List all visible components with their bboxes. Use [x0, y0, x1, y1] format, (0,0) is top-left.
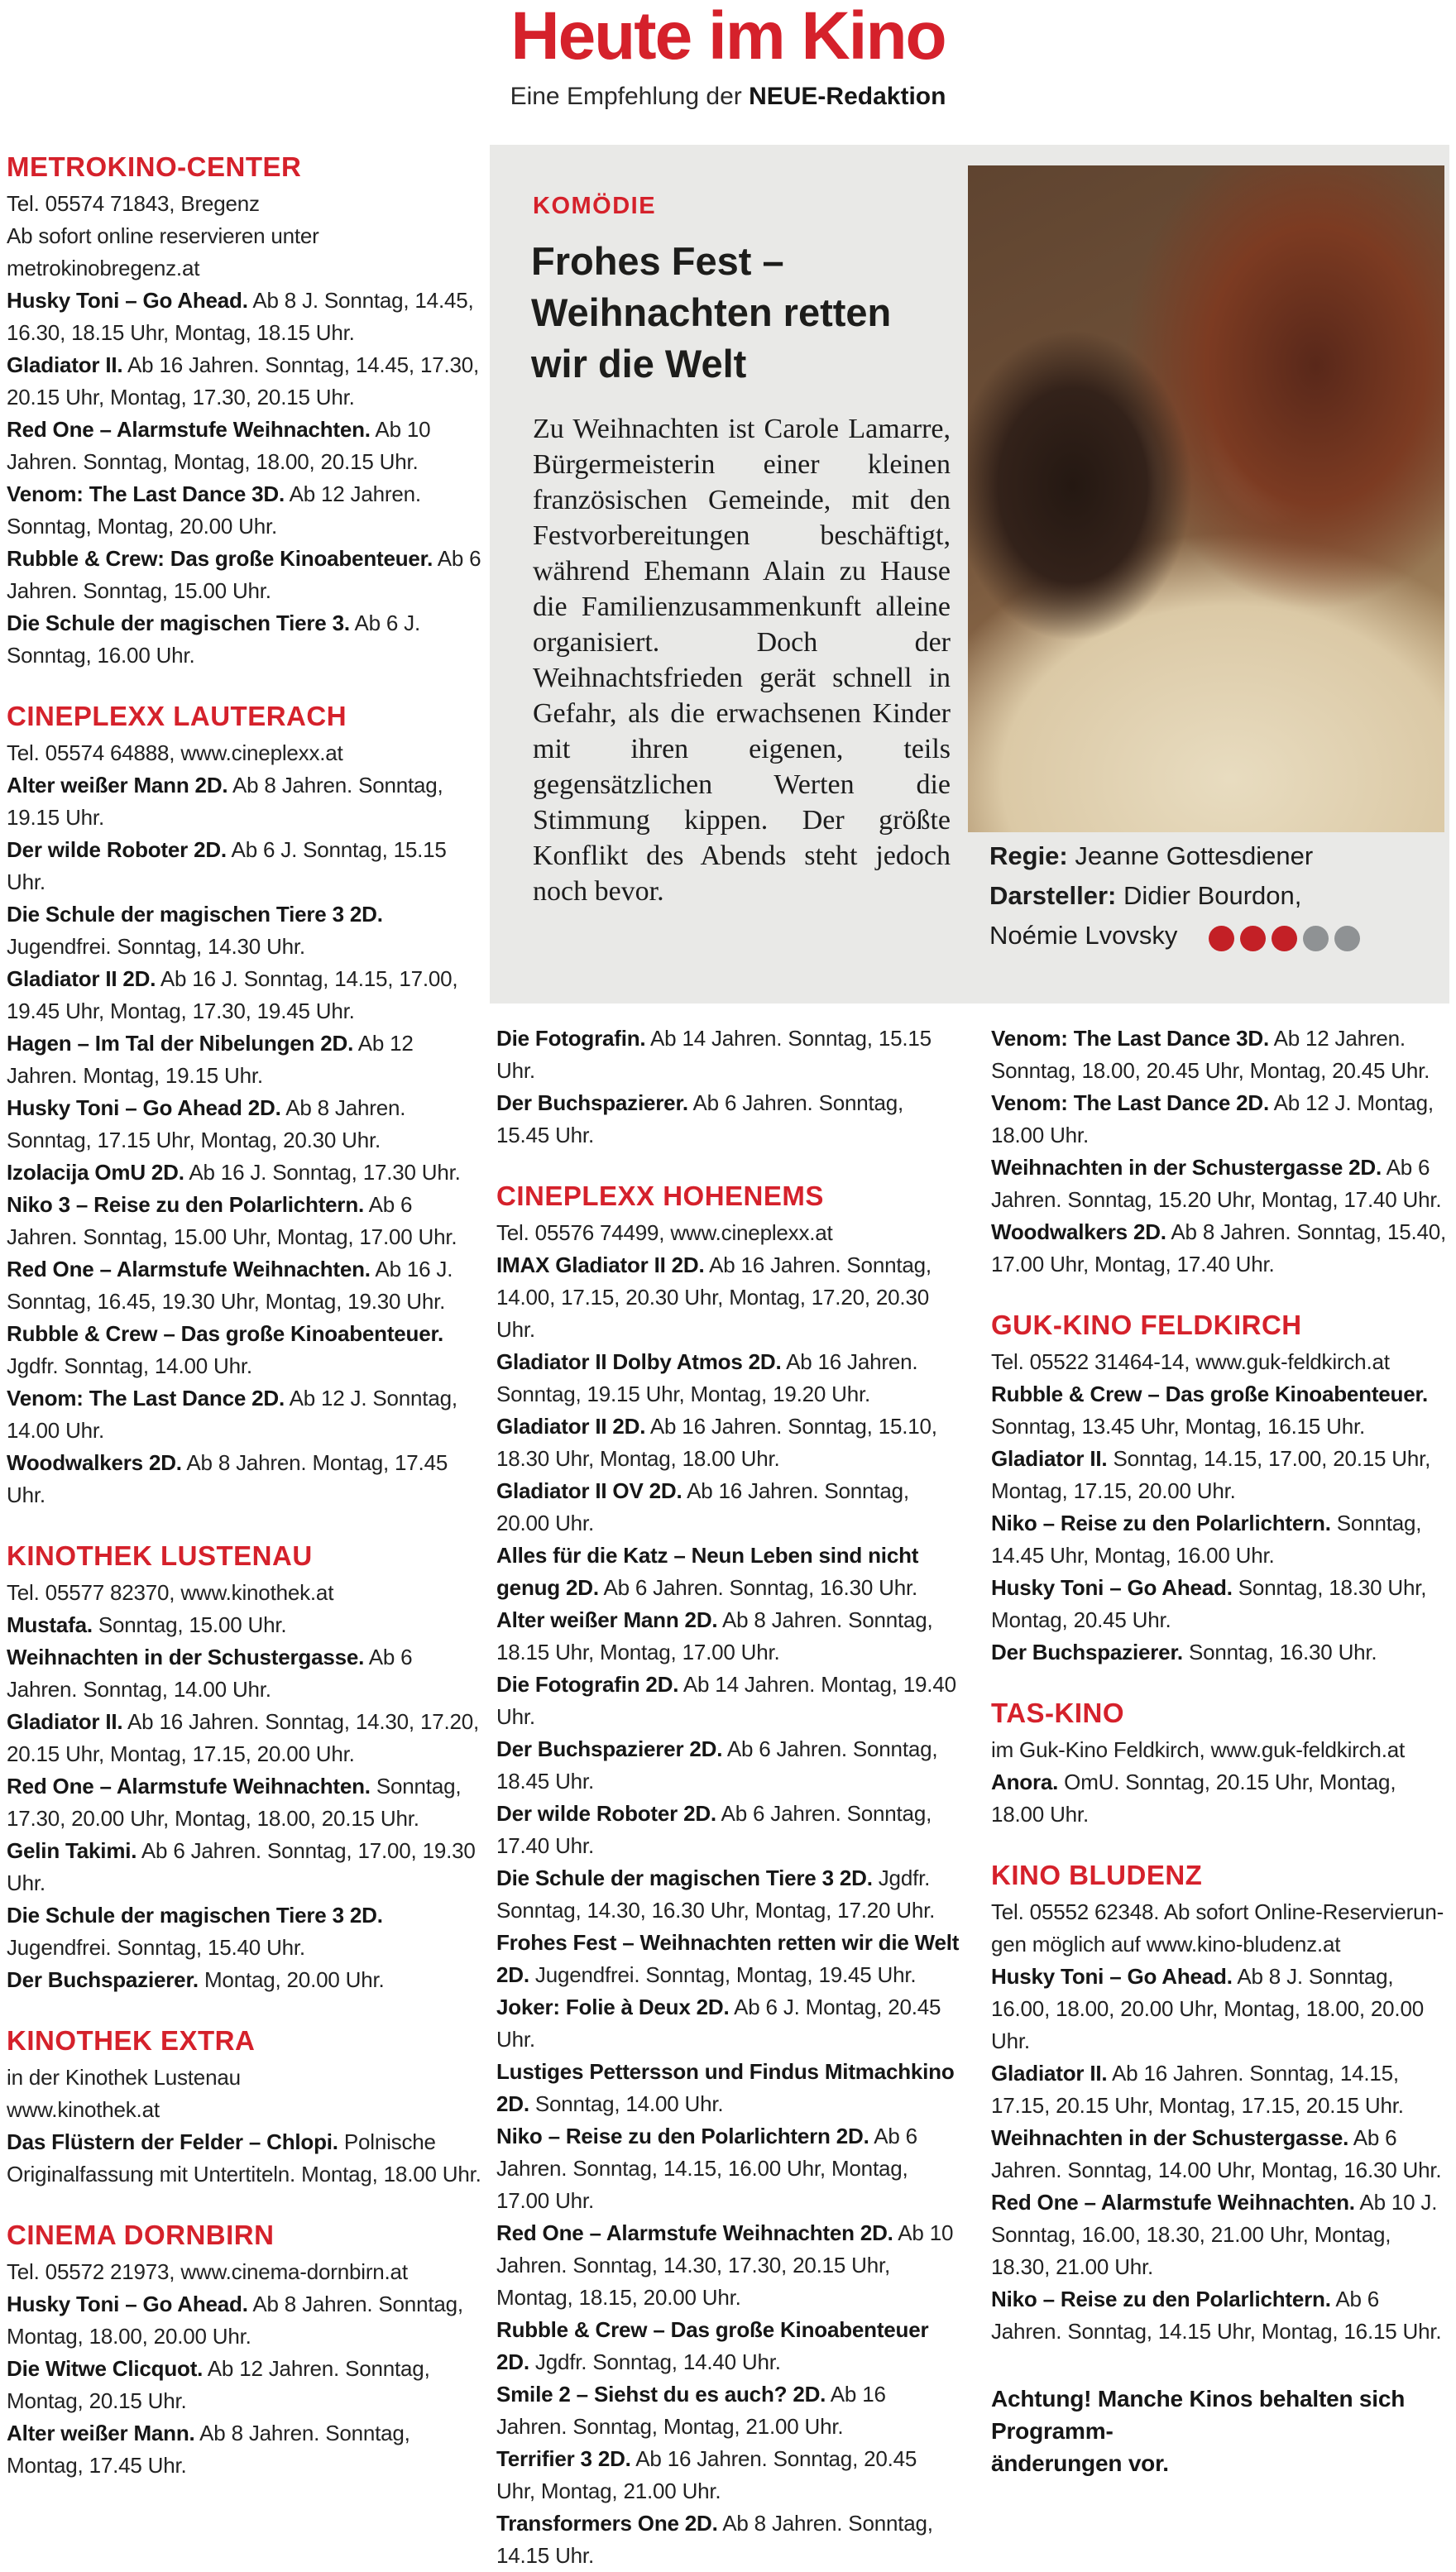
cinema-section: [7, 2024, 484, 2191]
movie-entry: Husky Toni – Go Ahead. Ab 8 J. Sonntag, 14.45, 16.30, 18.15 Uhr, Montag, 18.15 Uhr.: [7, 288, 474, 345]
cinema-info-line: Ab sofort online reservieren unter: [7, 223, 319, 248]
movie-title: Der Buchspazierer.: [991, 1640, 1183, 1664]
darsteller-label: Darsteller:: [989, 881, 1117, 910]
cinema-section-title: CINEPLEXX LAUTERACH: [7, 701, 347, 731]
movie-title: Der wilde Roboter 2D.: [496, 1801, 716, 1826]
movie-title: Husky Toni – Go Ahead.: [991, 1964, 1233, 1989]
movie-title: Die Schule der magischen Tiere 3 2D.: [7, 902, 383, 927]
movie-title: Niko – Reise zu den Polarlichtern 2D.: [496, 2124, 869, 2148]
cinema-info-line: in der Kinothek Lustenau: [7, 2065, 241, 2090]
cinema-section-title: METROKINO-CENTER: [7, 151, 302, 182]
regie-label: Regie:: [989, 841, 1068, 870]
movie-title: Venom: The Last Dance 2D.: [7, 1386, 285, 1411]
cinema-info-line: Tel. 05572 21973, www.cinema-dornbirn.at: [7, 2259, 408, 2284]
cinema-section-title: CINEPLEXX HOHENEMS: [496, 1181, 824, 1211]
movie-entry: Venom: The Last Dance 2D. Ab 12 J. Montag, 18.00 Uhr.: [991, 1090, 1434, 1147]
movie-entry: Alter weißer Mann 2D. Ab 8 Jahren. Sonntag, 18.15 Uhr, Montag, 17.00 Uhr.: [496, 1607, 933, 1664]
movie-title: Terrifier 3 2D.: [496, 2446, 631, 2471]
movie-entry: Gladiator II 2D. Ab 16 Jahren. Sonntag, 15.10, 18.30 Uhr, Montag, 18.00 Uhr.: [496, 1414, 937, 1471]
movie-title: Die Schule der magischen Tiere 3 2D.: [7, 1903, 383, 1928]
movie-entry: Lustiges Pettersson und Findus Mitmachkino 2D. Sonntag, 14.00 Uhr.: [496, 2059, 955, 2116]
cinema-section: [7, 700, 484, 1511]
cinema-section-title: KINOTHEK EXTRA: [7, 2025, 256, 2056]
cinema-section-title: GUK-KINO FELDKIRCH: [991, 1310, 1302, 1340]
movie-entry: Niko – Reise zu den Polarlichtern. Sonntag, 14.45 Uhr, Montag, 16.00 Uhr.: [991, 1511, 1422, 1568]
movie-title: Husky Toni – Go Ahead.: [991, 1575, 1233, 1600]
movie-entry: Red One – Alarmstufe Weihnachten. Sonntag, 17.30, 20.00 Uhr, Montag, 18.00, 20.15 Uhr.: [7, 1774, 462, 1831]
movie-title: Woodwalkers 2D.: [991, 1219, 1166, 1244]
cinema-section-title: KINOTHEK LUSTENAU: [7, 1540, 313, 1571]
page-header: [0, 0, 1456, 111]
movie-entry: Red One – Alarmstufe Weihnachten. Ab 16 J. Sonntag, 16.45, 19.30 Uhr, Montag, 19.30 Uhr.: [7, 1257, 453, 1314]
movie-title: Venom: The Last Dance 3D.: [7, 481, 285, 506]
movie-title: Mustafa.: [7, 1612, 93, 1637]
movie-title: Husky Toni – Go Ahead.: [7, 2292, 248, 2316]
movie-title: Frohes Fest – Weihnachten retten wir die Welt 2D.: [496, 1930, 960, 1987]
movie-entry: Frohes Fest – Weihnachten retten wir die Welt 2D. Jugendfrei. Sonntag, Montag, 19.45 Uhr.: [496, 1930, 960, 1987]
movie-title: Der wilde Roboter 2D.: [7, 837, 227, 862]
movie-title: Weihnachten in der Schustergasse.: [7, 1645, 365, 1669]
movie-entry: Gladiator II Dolby Atmos 2D. Ab 16 Jahren. Sonntag, 19.15 Uhr, Montag, 19.20 Uhr.: [496, 1349, 918, 1406]
cinema-section: [7, 2219, 484, 2482]
movie-title: Venom: The Last Dance 2D.: [991, 1090, 1269, 1115]
movie-title: Gladiator II.: [991, 1446, 1108, 1471]
movie-title: Red One – Alarmstufe Weihnachten.: [7, 1257, 371, 1281]
movie-entry: Transformers One 2D. Ab 8 Jahren. Sonntag, 14.15 Uhr.: [496, 2511, 933, 2568]
movie-entry: Woodwalkers 2D. Ab 8 Jahren. Montag, 17.45 Uhr.: [7, 1450, 448, 1507]
movie-entry: Gladiator II. Ab 16 Jahren. Sonntag, 14.30, 17.20, 20.15 Uhr, Montag, 17.15, 20.00 Uhr.: [7, 1709, 480, 1766]
rating-dots: [1209, 926, 1360, 951]
article-body: Zu Weihnachten ist Carole Lamarre, Bürgermeisterin einer kleinen französischen Gemeinde, mit den Festvorbereitungen beschäftigt, während Ehemann Alain zu Hause die Familienzusammenkunft alleine organisiert. Doch der Weihnachtsfrieden gerät schnell in Gefahr, als die erwachsenen Kinder mit ihren eigenen, teils gegensätzlichen Werten die Stimmung kippen. Der größte Konflikt des Abends steht jedoch noch bevor.: [533, 414, 951, 907]
cinema-info-line: gen möglich auf www.kino-bludenz.at: [991, 1932, 1341, 1957]
darsteller-names: Didier Bourdon, Noémie Lvovsky: [989, 881, 1302, 950]
movie-entry: Die Schule der magischen Tiere 3 2D. Jugendfrei. Sonntag, 14.30 Uhr.: [7, 902, 383, 959]
movie-entry: Der Buchspazierer. Ab 6 Jahren. Sonntag, 15.45 Uhr.: [496, 1090, 904, 1147]
movie-title: Der Buchspazierer.: [7, 1967, 199, 1992]
cinema-section: [496, 1180, 960, 2572]
movie-entry: Izolacija OmU 2D. Ab 16 J. Sonntag, 17.30 Uhr.: [7, 1160, 461, 1185]
movie-title: Gladiator II.: [991, 2061, 1108, 2086]
article-kicker: KOMÖDIE: [533, 193, 657, 219]
movie-entry: Die Fotografin. Ab 14 Jahren. Sonntag, 15.15 Uhr.: [496, 1026, 932, 1083]
movie-entry: Weihnachten in der Schustergasse. Ab 6 Jahren. Sonntag, 14.00 Uhr, Montag, 16.30 Uhr.: [991, 2125, 1442, 2182]
listings-column-right: [991, 1023, 1449, 2479]
rating-dot: [1272, 926, 1297, 951]
movie-title: Alles für die Katz – Neun Leben sind nicht genug 2D.: [496, 1543, 919, 1600]
movie-entry: Venom: The Last Dance 3D. Ab 12 Jahren. Sonntag, 18.00, 20.45 Uhr, Montag, 20.45 Uhr.: [991, 1026, 1430, 1083]
cinema-info-line: Tel. 05574 64888, www.cineplexx.at: [7, 740, 343, 765]
movie-title: Anora.: [991, 1770, 1059, 1794]
movie-title: Red One – Alarmstufe Weihnachten.: [991, 2190, 1355, 2215]
movie-entry: Mustafa. Sonntag, 15.00 Uhr.: [7, 1612, 287, 1637]
movie-entry: Joker: Folie à Deux 2D. Ab 6 J. Montag, 20.45 Uhr.: [496, 1995, 941, 2052]
movie-title: Rubble & Crew: Das große Kinoabenteuer.: [7, 546, 433, 571]
movie-entry: Red One – Alarmstufe Weihnachten. Ab 10 J. Sonntag, 16.00, 18.30, 21.00 Uhr, Montag, 18.30, 21.00 Uhr.: [991, 2190, 1438, 2279]
cinema-info-line: im Guk-Kino Feldkirch, www.guk-feldkirch.at: [991, 1737, 1405, 1762]
movie-entry: Weihnachten in der Schustergasse 2D. Ab 6 Jahren. Sonntag, 15.20 Uhr, Montag, 17.40 Uhr.: [991, 1155, 1442, 1212]
movie-entry: Hagen – Im Tal der Nibelungen 2D. Ab 12 Jahren. Montag, 19.15 Uhr.: [7, 1031, 414, 1088]
program-change-notice: Achtung! Manche Kinos behalten sich Programm- änderungen vor.: [991, 2386, 1406, 2476]
movie-title: Weihnachten in der Schustergasse 2D.: [991, 1155, 1382, 1180]
listings-column-left-content: [7, 151, 484, 2482]
movie-entry: Red One – Alarmstufe Weihnachten 2D. Ab 10 Jahren. Sonntag, 14.30, 17.30, 20.15 Uhr, Montag, 18.15, 20.00 Uhr.: [496, 2220, 954, 2310]
movie-entry: Der Buchspazierer. Montag, 20.00 Uhr.: [7, 1967, 385, 1992]
movie-title: Red One – Alarmstufe Weihnachten.: [7, 417, 371, 442]
movie-entry: Alles für die Katz – Neun Leben sind nicht genug 2D. Ab 6 Jahren. Sonntag, 16.30 Uhr.: [496, 1543, 919, 1600]
movie-entry: IMAX Gladiator II 2D. Ab 16 Jahren. Sonntag, 14.00, 17.15, 20.30 Uhr, Montag, 17.20, 20.30 Uhr.: [496, 1252, 932, 1342]
movie-entry: Husky Toni – Go Ahead 2D. Ab 8 Jahren. Sonntag, 17.15 Uhr, Montag, 20.30 Uhr.: [7, 1095, 406, 1152]
rating-dot: [1209, 926, 1234, 951]
cinema-section-title: TAS-KINO: [991, 1698, 1125, 1728]
cinema-info-line: Tel. 05577 82370, www.kinothek.at: [7, 1580, 334, 1605]
movie-title: Gladiator II 2D.: [7, 966, 156, 991]
movie-title: IMAX Gladiator II 2D.: [496, 1252, 705, 1277]
movie-title: Gladiator II.: [7, 352, 123, 377]
regie-name: Jeanne Gottesdiener: [1075, 841, 1314, 870]
listings-column-middle-content: [496, 1023, 960, 2572]
cinema-section: [496, 1023, 960, 1152]
cinema-info-line: Tel. 05522 31464-14, www.guk-feldkirch.at: [991, 1349, 1390, 1374]
movie-title: Gladiator II.: [7, 1709, 123, 1734]
movie-entry: Der wilde Roboter 2D. Ab 6 Jahren. Sonntag, 17.40 Uhr.: [496, 1801, 932, 1858]
movie-entry: Das Flüstern der Felder – Chlopi. Polnische Originalfassung mit Untertiteln. Montag, 18.00 Uhr.: [7, 2129, 481, 2186]
movie-entry: Der wilde Roboter 2D. Ab 6 J. Sonntag, 15.15 Uhr.: [7, 837, 447, 894]
subtitle-brand: NEUE-Redaktion: [749, 82, 946, 110]
movie-title: Die Schule der magischen Tiere 3.: [7, 611, 350, 635]
movie-title: Niko – Reise zu den Polarlichtern.: [991, 1511, 1331, 1535]
movie-title: Hagen – Im Tal der Nibelungen 2D.: [7, 1031, 354, 1056]
cinema-info-line: Tel. 05552 62348. Ab sofort Online-Reservierun-: [991, 1899, 1444, 1924]
movie-title: Red One – Alarmstufe Weihnachten.: [7, 1774, 371, 1798]
movie-entry: Alter weißer Mann. Ab 8 Jahren. Sonntag, Montag, 17.45 Uhr.: [7, 2421, 410, 2478]
cinema-section: [991, 1859, 1449, 2348]
cinema-section-title: KINO BLUDENZ: [991, 1860, 1203, 1890]
movie-entry: Gladiator II 2D. Ab 16 J. Sonntag, 14.15, 17.00, 19.45 Uhr, Montag, 17.30, 19.45 Uhr.: [7, 966, 458, 1023]
movie-entry: Gladiator II. Sonntag, 14.15, 17.00, 20.15 Uhr, Montag, 17.15, 20.00 Uhr.: [991, 1446, 1431, 1503]
subtitle-prefix: Eine Empfehlung der: [510, 82, 750, 110]
movie-title: Alter weißer Mann.: [7, 2421, 195, 2445]
movie-title: Die Fotografin.: [496, 1026, 646, 1051]
movie-entry: Woodwalkers 2D. Ab 8 Jahren. Sonntag, 15.40, 17.00 Uhr, Montag, 17.40 Uhr.: [991, 1219, 1447, 1276]
movie-title: Niko – Reise zu den Polarlichtern.: [991, 2287, 1331, 2311]
movie-title: Husky Toni – Go Ahead.: [7, 288, 248, 313]
article-photo: [968, 165, 1444, 832]
movie-title: Lustiges Pettersson und Findus Mitmachkino 2D.: [496, 2059, 955, 2116]
movie-entry: Terrifier 3 2D. Ab 16 Jahren. Sonntag, 20.45 Uhr, Montag, 21.00 Uhr.: [496, 2446, 917, 2503]
rating-dot: [1334, 926, 1360, 951]
listings-column-left: [7, 151, 484, 2482]
movie-entry: Husky Toni – Go Ahead. Sonntag, 18.30 Uhr, Montag, 20.45 Uhr.: [991, 1575, 1427, 1632]
cinema-info-line: Tel. 05574 71843, Bregenz: [7, 191, 260, 216]
movie-title: Der Buchspazierer 2D.: [496, 1736, 723, 1761]
movie-entry: Weihnachten in der Schustergasse. Ab 6 Jahren. Sonntag, 14.00 Uhr.: [7, 1645, 413, 1702]
movie-entry: Smile 2 – Siehst du es auch? 2D. Ab 16 Jahren. Sonntag, Montag, 21.00 Uhr.: [496, 2382, 886, 2439]
movie-title: Izolacija OmU 2D.: [7, 1160, 184, 1185]
movie-title: Gladiator II 2D.: [496, 1414, 646, 1439]
movie-entry: Die Witwe Clicquot. Ab 12 Jahren. Sonntag, Montag, 20.15 Uhr.: [7, 2356, 430, 2413]
movie-title: Die Fotografin 2D.: [496, 1672, 679, 1697]
feature-article-panel: [490, 145, 1449, 1003]
movie-entry: Venom: The Last Dance 2D. Ab 12 J. Sonntag, 14.00 Uhr.: [7, 1386, 457, 1443]
cinema-section: [991, 1023, 1449, 1281]
cinema-info-line: www.kinothek.at: [7, 2097, 160, 2122]
movie-entry: Anora. OmU. Sonntag, 20.15 Uhr, Montag, 18.00 Uhr.: [991, 1770, 1396, 1827]
movie-entry: Rubble & Crew – Das große Kinoabenteuer 2D. Jgdfr. Sonntag, 14.40 Uhr.: [496, 2317, 929, 2374]
movie-title: Gladiator II OV 2D.: [496, 1478, 682, 1503]
rating-dot: [1240, 926, 1266, 951]
rating-dot: [1303, 926, 1329, 951]
movie-title: Gelin Takimi.: [7, 1838, 137, 1863]
movie-entry: Husky Toni – Go Ahead. Ab 8 J. Sonntag, 16.00, 18.00, 20.00 Uhr, Montag, 18.00, 20.00 Uhr.: [991, 1964, 1424, 2053]
listings-column-right-content: [991, 1023, 1449, 2348]
movie-entry: Venom: The Last Dance 3D. Ab 12 Jahren. Sonntag, Montag, 20.00 Uhr.: [7, 481, 421, 539]
movie-title: Der Buchspazierer.: [496, 1090, 688, 1115]
cinema-info-line: metrokinobregenz.at: [7, 256, 200, 280]
cinema-section-title: CINEMA DORNBIRN: [7, 2220, 275, 2250]
movie-title: Woodwalkers 2D.: [7, 1450, 182, 1475]
movie-title: Alter weißer Mann 2D.: [496, 1607, 718, 1632]
credit-director: [989, 836, 1345, 876]
movie-title: Smile 2 – Siehst du es auch? 2D.: [496, 2382, 826, 2407]
movie-title: Niko 3 – Reise zu den Polarlichtern.: [7, 1192, 365, 1217]
cinema-section: [7, 151, 484, 672]
movie-entry: Alter weißer Mann 2D. Ab 8 Jahren. Sonntag, 19.15 Uhr.: [7, 773, 443, 830]
movie-title: Die Schule der magischen Tiere 3 2D.: [496, 1866, 873, 1890]
movie-entry: Rubble & Crew – Das große Kinoabenteuer. Sonntag, 13.45 Uhr, Montag, 16.15 Uhr.: [991, 1382, 1428, 1439]
movie-title: Venom: The Last Dance 3D.: [991, 1026, 1269, 1051]
movie-title: Rubble & Crew – Das große Kinoabenteuer.: [991, 1382, 1428, 1406]
movie-entry: Der Buchspazierer 2D. Ab 6 Jahren. Sonntag, 18.45 Uhr.: [496, 1736, 938, 1794]
movie-entry: Gelin Takimi. Ab 6 Jahren. Sonntag, 17.00, 19.30 Uhr.: [7, 1838, 476, 1895]
movie-title: Transformers One 2D.: [496, 2511, 718, 2536]
movie-entry: Gladiator II. Ab 16 Jahren. Sonntag, 14.45, 17.30, 20.15 Uhr, Montag, 17.30, 20.15 Uhr.: [7, 352, 480, 410]
page-subtitle: [0, 83, 1456, 111]
movie-entry: Husky Toni – Go Ahead. Ab 8 Jahren. Sonntag, Montag, 18.00, 20.00 Uhr.: [7, 2292, 463, 2349]
movie-entry: Der Buchspazierer. Sonntag, 16.30 Uhr.: [991, 1640, 1377, 1664]
cinema-section: [991, 1309, 1449, 1669]
movie-entry: Die Schule der magischen Tiere 3. Ab 6 J. Sonntag, 16.00 Uhr.: [7, 611, 420, 668]
cinema-section: [991, 1697, 1449, 1831]
movie-title: Weihnachten in der Schustergasse.: [991, 2125, 1349, 2150]
article-headline: Frohes Fest – Weihnachten retten wir die Welt: [531, 239, 892, 386]
movie-entry: Die Fotografin 2D. Ab 14 Jahren. Montag, 19.40 Uhr.: [496, 1672, 956, 1729]
movie-entry: Gladiator II OV 2D. Ab 16 Jahren. Sonntag, 20.00 Uhr.: [496, 1478, 909, 1535]
movie-title: Rubble & Crew – Das große Kinoabenteuer 2D.: [496, 2317, 929, 2374]
movie-entry: Gladiator II. Ab 16 Jahren. Sonntag, 14.15, 17.15, 20.15 Uhr, Montag, 17.15, 20.15 Uhr.: [991, 2061, 1404, 2118]
movie-entry: Niko – Reise zu den Polarlichtern. Ab 6 Jahren. Sonntag, 14.15 Uhr, Montag, 16.15 Uhr.: [991, 2287, 1442, 2344]
movie-title: Husky Toni – Go Ahead 2D.: [7, 1095, 281, 1120]
movie-entry: Die Schule der magischen Tiere 3 2D. Jugendfrei. Sonntag, 15.40 Uhr.: [7, 1903, 383, 1960]
movie-entry: Red One – Alarmstufe Weihnachten. Ab 10 Jahren. Sonntag, Montag, 18.00, 20.15 Uhr.: [7, 417, 431, 474]
movie-entry: Niko – Reise zu den Polarlichtern 2D. Ab 6 Jahren. Sonntag, 14.15, 16.00 Uhr, Montag, 17.00 Uhr.: [496, 2124, 917, 2213]
movie-entry: Rubble & Crew: Das große Kinoabenteuer. Ab 6 Jahren. Sonntag, 15.00 Uhr.: [7, 546, 481, 603]
movie-title: Das Flüstern der Felder – Chlopi.: [7, 2129, 338, 2154]
cinema-info-line: Tel. 05576 74499, www.cineplexx.at: [496, 1220, 833, 1245]
listings-column-middle: [496, 1023, 960, 2572]
movie-title: Rubble & Crew – Das große Kinoabenteuer.: [7, 1321, 443, 1346]
movie-title: Joker: Folie à Deux 2D.: [496, 1995, 730, 2019]
movie-entry: Rubble & Crew – Das große Kinoabenteuer. Jgdfr. Sonntag, 14.00 Uhr.: [7, 1321, 443, 1378]
movie-title: Die Witwe Clicquot.: [7, 2356, 204, 2381]
movie-entry: Niko 3 – Reise zu den Polarlichtern. Ab 6 Jahren. Sonntag, 15.00 Uhr, Montag, 17.00 Uhr.: [7, 1192, 457, 1249]
movie-entry: Die Schule der magischen Tiere 3 2D. Jgdfr. Sonntag, 14.30, 16.30 Uhr, Montag, 17.20 Uhr.: [496, 1866, 936, 1923]
movie-title: Alter weißer Mann 2D.: [7, 773, 228, 797]
movie-title: Gladiator II Dolby Atmos 2D.: [496, 1349, 782, 1374]
movie-title: Red One – Alarmstufe Weihnachten 2D.: [496, 2220, 893, 2245]
cinema-section: [7, 1540, 484, 1996]
page-title: Heute im Kino: [510, 0, 946, 74]
